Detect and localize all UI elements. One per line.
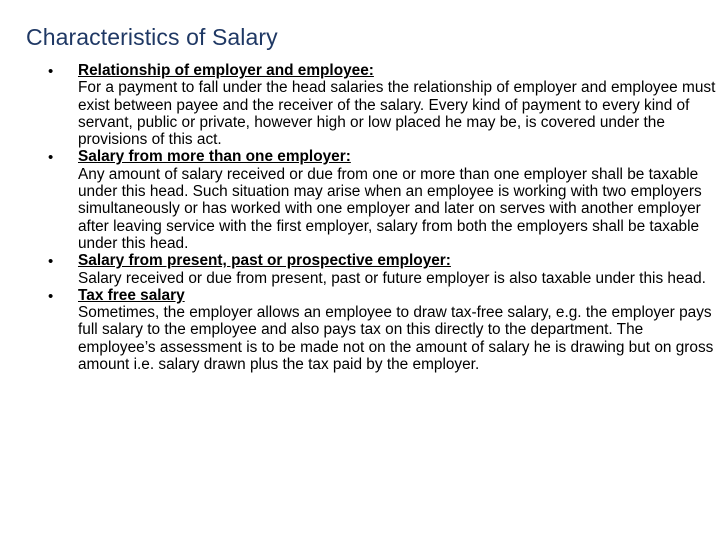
bullet-dot-icon: • <box>48 63 54 80</box>
slide-title: Characteristics of Salary <box>26 24 278 50</box>
bullet-heading: Salary from present, past or prospective employer: <box>78 252 451 270</box>
bullet-dot-icon: • <box>48 253 54 271</box>
bullet-heading: Salary from more than one employer: <box>78 148 351 166</box>
bullet-item-tax-free-salary <box>48 287 716 373</box>
bullet-body: For a payment to fall under the head salaries the relationship of employer and employee must exist between payee and the receiver of the salary. Every kind of payment to every kind of servant, public or private, however high or low placed he may be, is covered under the provisions of this act. <box>78 79 716 149</box>
bullet-dot-icon: • <box>48 149 54 167</box>
bullet-item-present-past-prospective <box>48 252 716 287</box>
bullet-item-employer-employee-relationship <box>48 62 716 148</box>
bullet-dot-icon: • <box>48 287 54 305</box>
bullet-item-multiple-employers <box>48 148 716 252</box>
bullet-body: Salary received or due from present, past or future employer is also taxable under this head. <box>78 269 706 287</box>
bullet-list <box>48 62 716 373</box>
bullet-body: Any amount of salary received or due from one or more than one employer shall be taxable under this head. Such situation may arise when an employee is working with two employers simultaneously or has worked with one employer and later on serves with another employer after leaving service with the first employer, salary from both the employers shall be taxable under this head. <box>78 165 702 252</box>
bullet-heading: Tax free salary <box>78 286 185 304</box>
bullet-body: Sometimes, the employer allows an employee to draw tax-free salary, e.g. the employer pays full salary to the employee and also pays tax on this directly to the department. The employee’s assessment is to be made not on the amount of salary he is drawing but on gross amount i.e. salary drawn plus the tax paid by the employer. <box>78 304 714 374</box>
bullet-heading: Relationship of employer and employee: <box>78 62 374 79</box>
